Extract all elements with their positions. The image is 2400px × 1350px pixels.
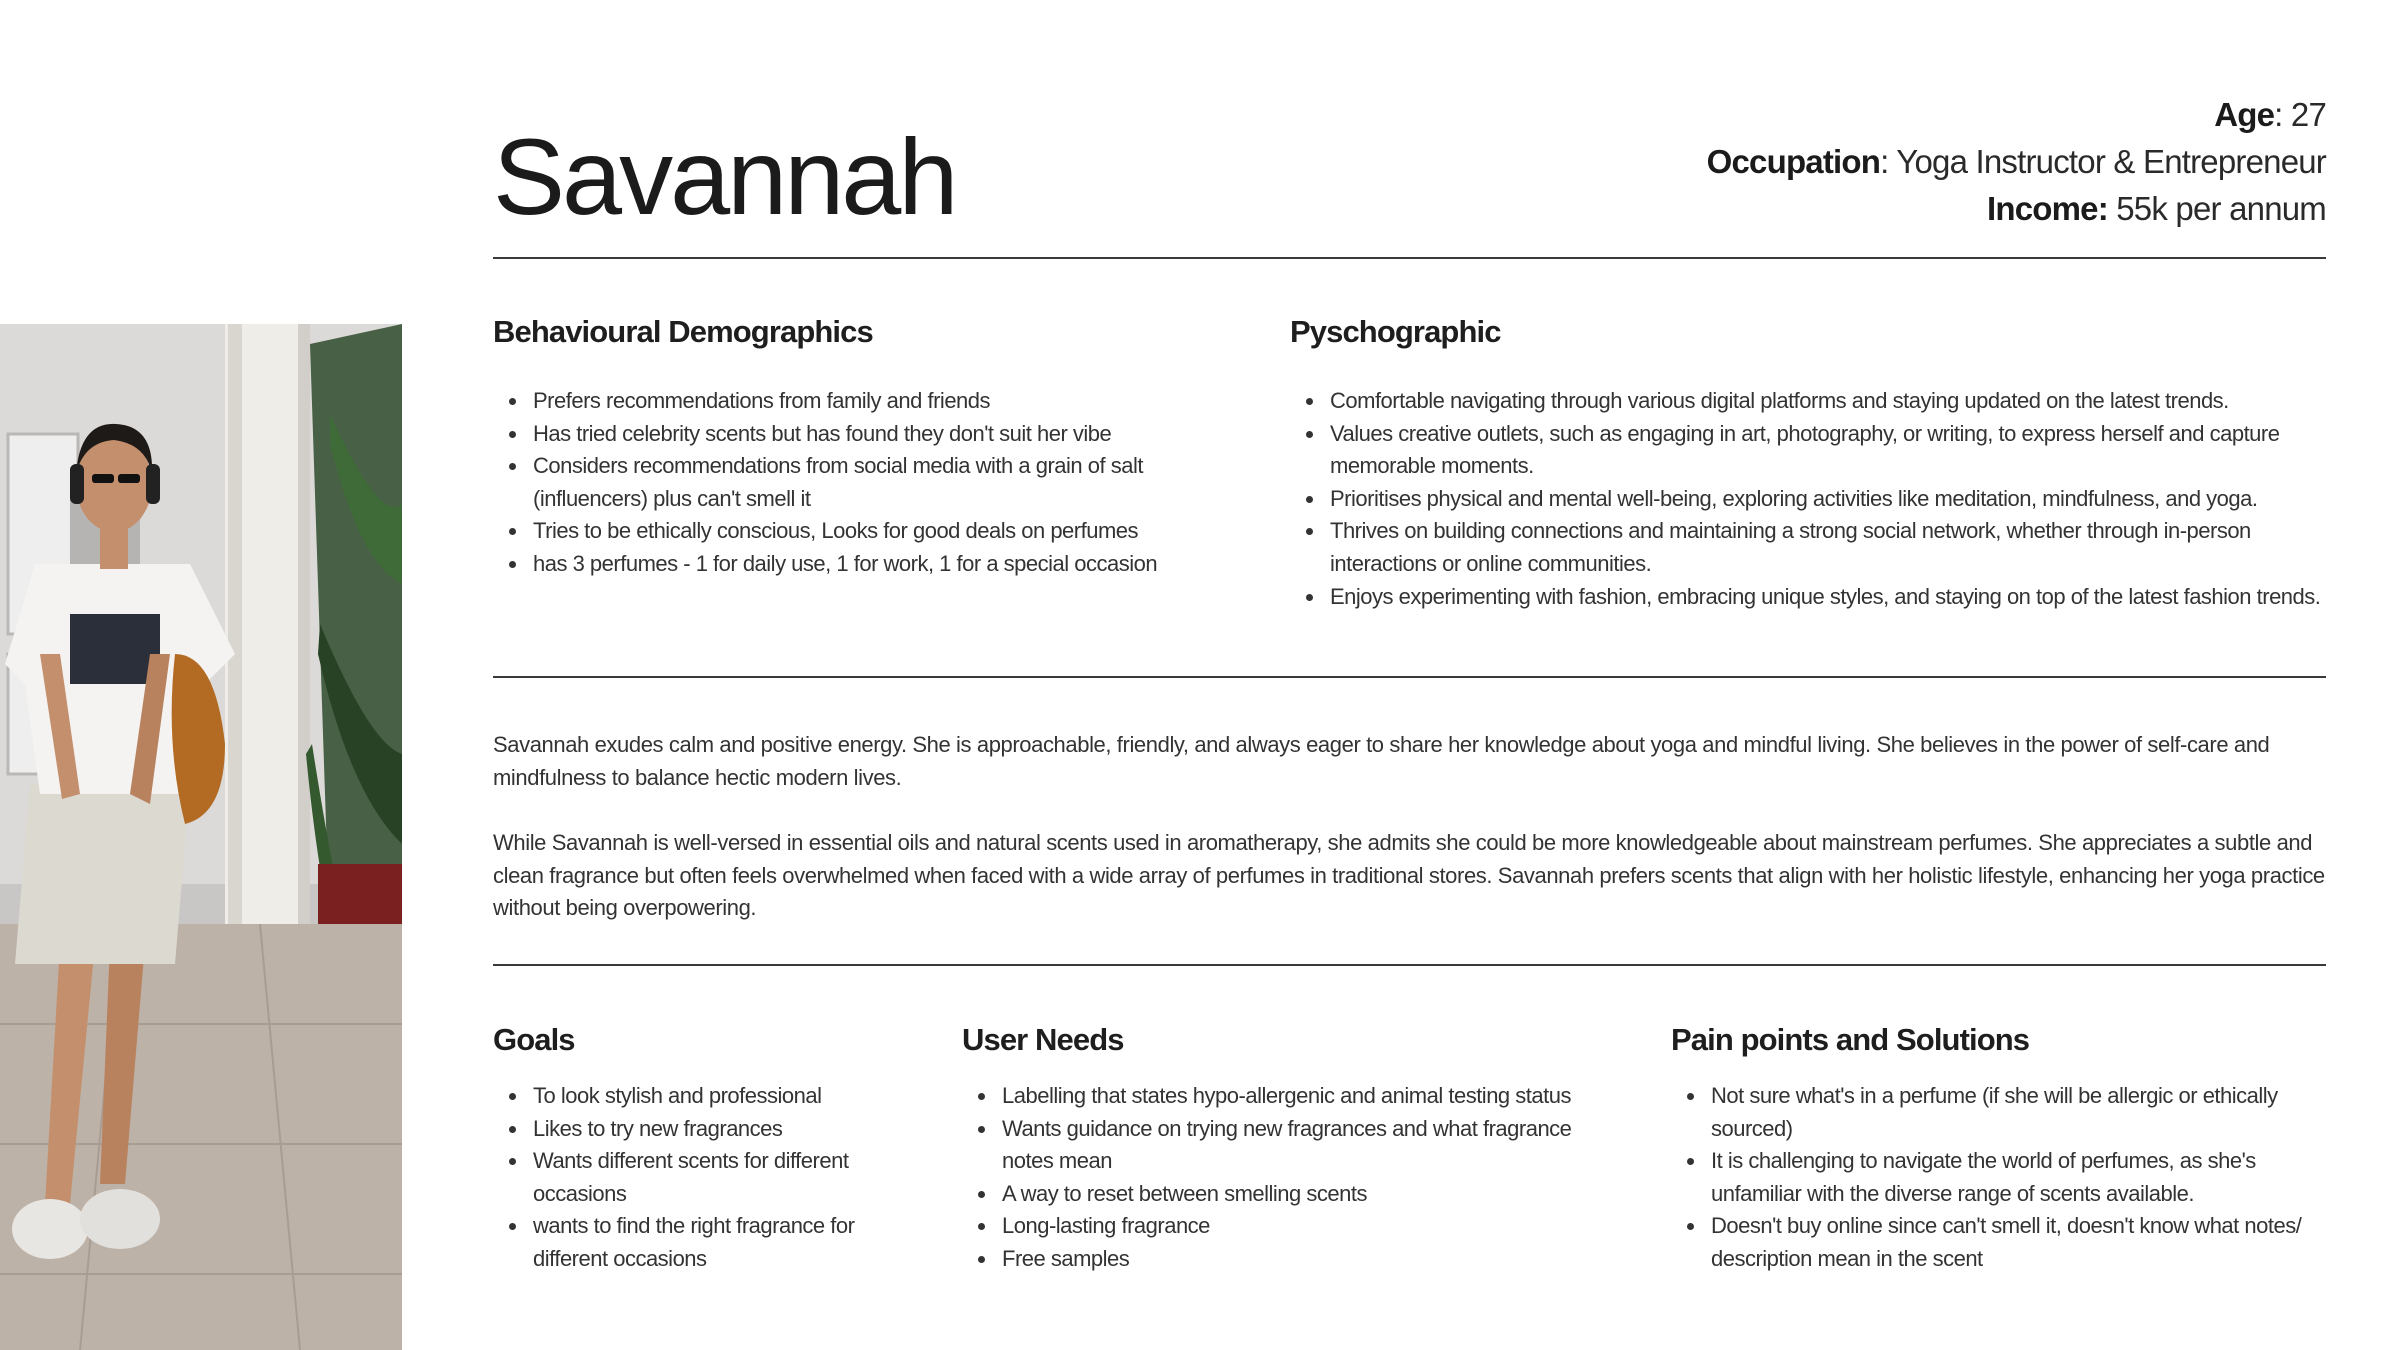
- list-item: A way to reset between smelling scents: [962, 1178, 1612, 1211]
- list-item: Labelling that states hypo-allergenic and animal testing status: [962, 1080, 1612, 1113]
- goals-list: [493, 1080, 893, 1276]
- behavioural-list: [493, 385, 1193, 581]
- psychographic-list: [1290, 385, 2326, 613]
- bio-paragraph-2: While Savannah is well-versed in essential oils and natural scents used in aromatherapy, she admits she could be more knowledgeable about mainstream perfumes. She appreciates a subtle and clean fragrance but often feels overwhelmed when faced with a wide array of perfumes in traditional stores. Savannah prefers scents that align with her holistic lifestyle, enhancing her yoga practice without being overpowering.: [493, 830, 2325, 921]
- section-divider-2: [493, 964, 2326, 966]
- list-item: Free samples: [962, 1243, 1612, 1276]
- list-item: Thrives on building connections and maintaining a strong social network, whether through in-person interactions or online communities.: [1290, 515, 2326, 580]
- list-item: It is challenging to navigate the world of perfumes, as she's unfamiliar with the diverse range of scents available.: [1671, 1145, 2326, 1210]
- list-item: Wants different scents for different occasions: [493, 1145, 893, 1210]
- header-divider: [493, 257, 2326, 259]
- list-item: Long-lasting fragrance: [962, 1210, 1612, 1243]
- age-label: Age: [2214, 96, 2275, 133]
- list-item: Has tried celebrity scents but has found they don't suit her vibe: [493, 418, 1193, 451]
- section-divider-1: [493, 676, 2326, 678]
- persona-meta: [1707, 91, 2326, 232]
- list-item: Likes to try new fragrances: [493, 1113, 893, 1146]
- persona-photo: [0, 324, 402, 1350]
- pain-points-title: Pain points and Solutions: [1671, 1022, 2030, 1057]
- pain-points-list: [1671, 1080, 2326, 1276]
- behavioural-title: Behavioural Demographics: [493, 314, 873, 349]
- list-item: Values creative outlets, such as engaging in art, photography, or writing, to express herself and capture memorable moments.: [1290, 418, 2326, 483]
- list-item: wants to find the right fragrance for different occasions: [493, 1210, 893, 1275]
- income-row: [1707, 185, 2326, 232]
- income-value: 55k per annum: [2107, 190, 2326, 227]
- list-item: Not sure what's in a perfume (if she will be allergic or ethically sourced): [1671, 1080, 2326, 1145]
- age-value: : 27: [2274, 96, 2326, 133]
- list-item: Enjoys experimenting with fashion, embracing unique styles, and staying on top of the latest fashion trends.: [1290, 581, 2326, 614]
- psychographic-title: Pyschographic: [1290, 314, 1501, 349]
- occupation-value: : Yoga Instructor & Entrepreneur: [1880, 143, 2326, 180]
- list-item: has 3 perfumes - 1 for daily use, 1 for work, 1 for a special occasion: [493, 548, 1193, 581]
- list-item: Tries to be ethically conscious, Looks for good deals on perfumes: [493, 515, 1193, 548]
- user-needs-title: User Needs: [962, 1022, 1124, 1057]
- list-item: Wants guidance on trying new fragrances and what fragrance notes mean: [962, 1113, 1612, 1178]
- bio-paragraph-1: Savannah exudes calm and positive energy. She is approachable, friendly, and always eager to share her knowledge about yoga and mindful living. She believes in the power of self-care and mindfulness to balance hectic modern lives.: [493, 732, 2270, 790]
- occupation-label: Occupation: [1706, 143, 1881, 180]
- goals-title: Goals: [493, 1022, 575, 1057]
- list-item: To look stylish and professional: [493, 1080, 893, 1113]
- list-item: Doesn't buy online since can't smell it, doesn't know what notes/ description mean in the scent: [1671, 1210, 2326, 1275]
- list-item: Prefers recommendations from family and friends: [493, 385, 1193, 418]
- list-item: Prioritises physical and mental well-being, exploring activities like meditation, mindfulness, and yoga.: [1290, 483, 2326, 516]
- list-item: Considers recommendations from social media with a grain of salt (influencers) plus can't smell it: [493, 450, 1193, 515]
- age-row: [1707, 91, 2326, 138]
- income-label: Income:: [1986, 190, 2108, 227]
- list-item: Comfortable navigating through various digital platforms and staying updated on the latest trends.: [1290, 385, 2326, 418]
- user-needs-list: [962, 1080, 1612, 1276]
- occupation-row: [1707, 138, 2326, 185]
- persona-photo-illustration: [0, 324, 402, 1350]
- persona-name: Savannah: [493, 116, 956, 237]
